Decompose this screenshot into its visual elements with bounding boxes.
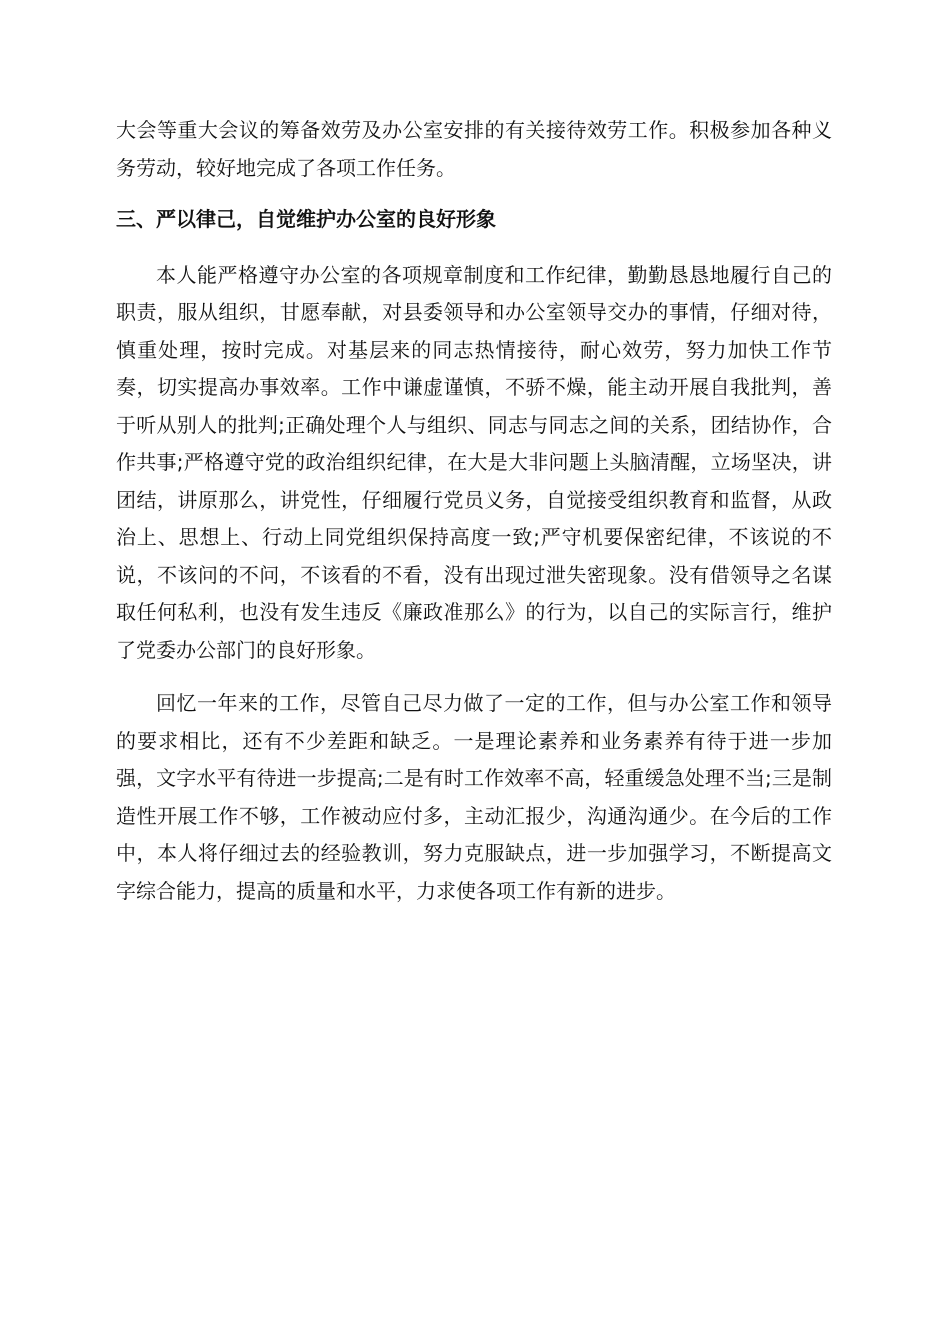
document-body [116, 112, 832, 910]
continuation-paragraph: 大会等重大会议的筹备效劳及办公室安排的有关接待效劳工作。积极参加各种义务劳动，较好地完成了各项工作任务。 [116, 118, 832, 180]
body-paragraph-review: 回忆一年来的工作，尽管自己尽力做了一定的工作，但与办公室工作和领导的要求相比，还有不少差距和缺乏。一是理论素养和业务素养有待于进一步加强，文字水平有待进一步提高;二是有时工作效率不高，轻重缓急处理不当;三是制造性开展工作不够，工作被动应付多，主动汇报少，沟通沟通少。在今后的工作中，本人将仔细过去的经验教训，努力克服缺点，进一步加强学习，不断提高文字综合能力，提高的质量和水平，力求使各项工作有新的进步。 [116, 691, 832, 903]
section-heading: 三、严以律己，自觉维护办公室的良好形象 [116, 207, 496, 231]
body-paragraph-self-discipline: 本人能严格遵守办公室的各项规章制度和工作纪律，勤勤恳恳地履行自己的职责，服从组织，甘愿奉献，对县委领导和办公室领导交办的事情，仔细对待，慎重处理，按时完成。对基层来的同志热情接待，耐心效劳，努力加快工作节奏，切实提高办事效率。工作中谦虚谨慎，不骄不燥，能主动开展自我批判，善于听从别人的批判;正确处理个人与组织、同志与同志之间的关系，团结协作，合作共事;严格遵守党的政治组织纪律，在大是大非问题上头脑清醒，立场坚决，讲团结，讲原那么，讲党性，仔细履行党员义务，自觉接受组织教育和监督，从政治上、思想上、行动上同党组织保持高度一致;严守机要保密纪律，不该说的不说，不该问的不问，不该看的不看，没有出现过泄失密现象。没有借领导之名谋取任何私利，也没有发生违反《廉政准那么》的行为，以自己的实际言行，维护了党委办公部门的良好形象。 [116, 262, 832, 662]
